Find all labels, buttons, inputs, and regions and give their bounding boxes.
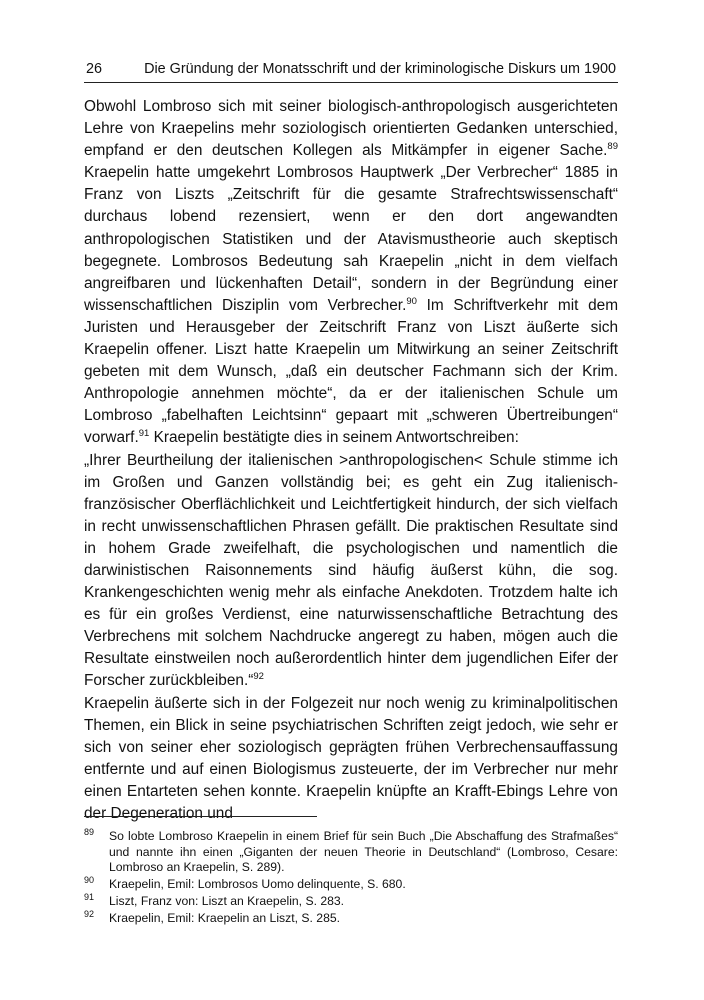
page-number: 26 bbox=[86, 61, 103, 77]
footnote-text: Kraepelin, Emil: Lombrosos Uomo delinquente, S. 680. bbox=[109, 877, 406, 892]
paragraph-3-text: Kraepelin äußerte sich in der Folgezeit nur noch wenig zu kriminalpolitischen Themen, ein Blick in seine psychiatrischen Schriften zeigt jedoch, wie sehr er sich von seiner eher soziologisch geprägten frühen Verbrechensauffassung entfernte und auf einen Biologismus zusteuerte, der im Verbrecher nur mehr einen Entarteten sehen konnte. Kraepelin knüpfte an Krafft-Ebings Lehre von der Degeneration und bbox=[84, 694, 618, 822]
paragraph-3 bbox=[84, 693, 618, 826]
block-quote bbox=[84, 450, 618, 693]
paragraph-1-part-b: Kraepelin hatte umgekehrt Lombrosos Hauptwerk „Der Verbrecher“ 1885 in Franz von Liszts „Zeitschrift für die gesamte Strafrechtswissenschaft“ durchaus lobend rezensiert, wenn er den dort angewandten anthropologischen Statistiken und der Atavismustheorie auch skeptisch begegnete. Lombrosos Bedeutung sah Kraepelin „nicht in dem vielfach angreifbaren und lückenhaften Detail“, sondern in der Begründung einer wissenschaftlichen Disziplin vom Verbrecher. bbox=[84, 164, 618, 314]
footnote-89 bbox=[84, 829, 618, 876]
book-page bbox=[84, 0, 618, 1000]
paragraph-1-part-d: Kraepelin bestätigte dies in seinem Antwortschreiben: bbox=[149, 429, 519, 447]
paragraph-1-part-c: Im Schriftverkehr mit dem Juristen und Herausgeber der Zeitschrift Franz von Liszt äußerte sich Kraepelin offener. Liszt hatte Kraepelin um Mitwirkung an seiner Zeitschrift gebeten mit dem Wunsch, „daß ein deutscher Fachmann sich der Krim. Anthropologie annehmen möchte“, da er der italienischen Schule um Lombroso „fabelhaften Leichtsinn“ gepaart mit „schweren Übertreibungen“ vorwarf. bbox=[84, 296, 619, 447]
paragraph-1-part-a: Obwohl Lombroso sich mit seiner biologisch-anthropologisch ausgerichteten Lehre von Kraepelins mehr soziologisch orientierten Gedanken unterschied, empfand er den deutschen Kollegen als Mitkämpfer in eigener Sache. bbox=[84, 98, 618, 160]
running-header bbox=[84, 60, 618, 83]
footnote-number: 92 bbox=[84, 909, 95, 920]
footnote-text: Kraepelin, Emil: Kraepelin an Liszt, S. 285. bbox=[109, 911, 341, 926]
main-text bbox=[84, 96, 618, 825]
footnote-number: 91 bbox=[84, 892, 95, 903]
footnote-90 bbox=[84, 877, 618, 893]
footnote-text: So lobte Lombroso Kraepelin in einem Brief für sein Buch „Die Abschaffung des Strafmaßes“ und nannte ihn einen „Giganten der neuen Theorie in Deutschland“ (Lombroso, Cesare: Lombroso an Kraepelin, S. 289). bbox=[109, 829, 618, 875]
footnote-number: 90 bbox=[84, 875, 95, 886]
paragraph-1 bbox=[84, 96, 618, 450]
footnote-ref-90[interactable]: 90 bbox=[406, 295, 417, 307]
footnote-ref-89[interactable]: 89 bbox=[607, 141, 618, 153]
running-title: Die Gründung der Monatsschrift und der kriminologische Diskurs um 1900 bbox=[144, 61, 616, 77]
quote-text: „Ihrer Beurtheilung der italienischen >anthropologischen< Schule stimme ich im Großen und Ganzen vollständig bei; es geht ein Zug italienisch-französischer Oberflächlichkeit und Leichtfertigkeit hindurch, der sich vielfach in recht unwissenschaftlichen Phrasen gefällt. Die praktischen Resultate sind in hohem Grade zweifelhaft, die psychologischen und namentlich die darwinistischen Raisonnements sind häufig äußerst kühn, die sog. Krankengeschichten wenig mehr als einfache Anekdoten. Trotzdem halte ich es für ein großes Verdienst, eine naturwissenschaftliche Betrachtung des Verbrechens mit solchem Nachdrucke angeregt zu haben, mögen auch die Resultate einstweilen noch außerordentlich hinter dem jugendlichen Eifer der Forscher zurückbleiben.“ bbox=[84, 451, 618, 690]
footnote-number: 89 bbox=[84, 827, 95, 837]
footnote-92 bbox=[84, 911, 618, 927]
footnote-ref-92[interactable]: 92 bbox=[253, 671, 264, 683]
footnote-divider bbox=[84, 816, 317, 817]
footnotes bbox=[84, 829, 618, 929]
footnote-ref-91[interactable]: 91 bbox=[138, 428, 150, 440]
footnote-text: Liszt, Franz von: Liszt an Kraepelin, S. 283. bbox=[109, 894, 345, 909]
footnote-91 bbox=[84, 894, 618, 910]
